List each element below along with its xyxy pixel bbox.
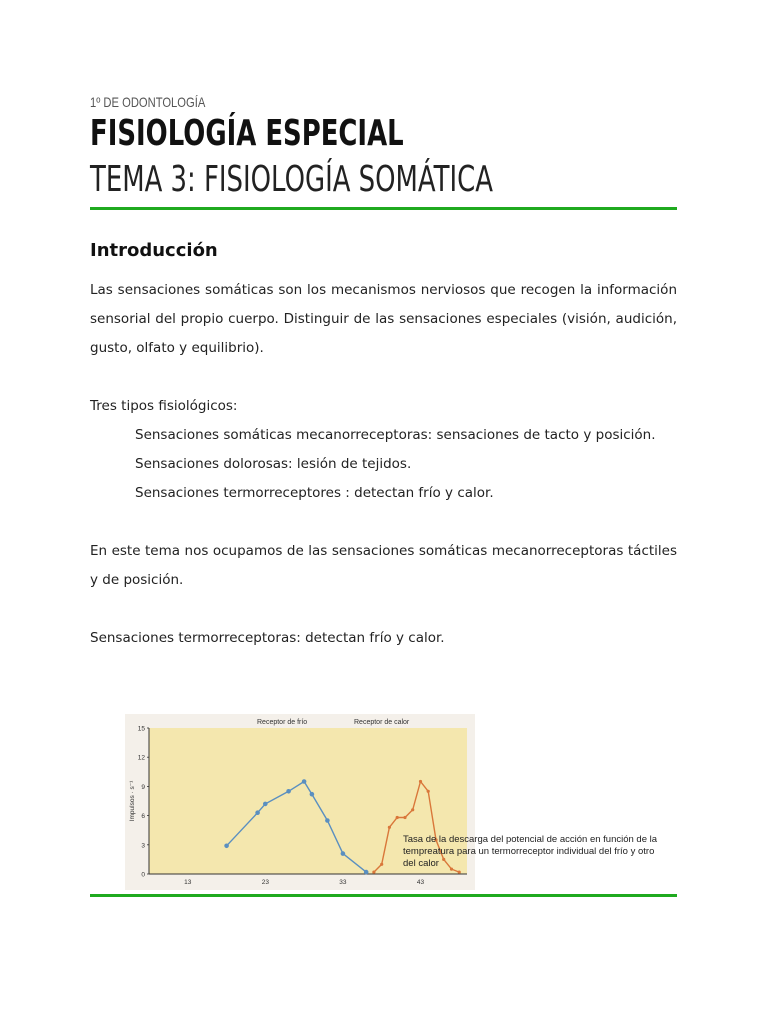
cold-receptor-point bbox=[286, 789, 291, 794]
warm-receptor-point bbox=[427, 790, 430, 793]
x-tick-label: 43 bbox=[416, 879, 425, 886]
type-item: Sensaciones termorreceptores : detectan frío y calor. bbox=[135, 485, 494, 501]
cold-receptor-point bbox=[255, 810, 260, 815]
footer-divider bbox=[90, 894, 677, 897]
cold-receptor-point bbox=[364, 870, 369, 875]
x-tick-label: 13 bbox=[184, 879, 192, 886]
section-body bbox=[90, 276, 677, 653]
topic-title: TEMA 3: FISIOLOGÍA SOMÁTICA bbox=[90, 159, 493, 200]
thermoreceptor-figure bbox=[90, 712, 677, 892]
cold-receptor-point bbox=[325, 818, 330, 823]
x-tick-label: 23 bbox=[261, 879, 269, 886]
y-tick-label: 0 bbox=[141, 871, 145, 879]
y-tick-label: 3 bbox=[141, 842, 145, 850]
intro-paragraph: Las sensaciones somáticas son los mecanismos nerviosos que recogen la información sensorial del propio cuerpo. Distinguir de las sensaciones especiales (visión, audición, gusto, olfato y equilibrio). bbox=[90, 282, 677, 356]
subject-title: FISIOLOGÍA ESPECIAL bbox=[90, 113, 404, 154]
section-heading: Introducción bbox=[90, 240, 218, 261]
warm-receptor-point bbox=[419, 780, 422, 783]
cold-receptor-point bbox=[310, 792, 315, 797]
y-tick-label: 12 bbox=[137, 754, 145, 762]
type-item: Sensaciones somáticas mecanorreceptoras: sensaciones de tacto y posición. bbox=[135, 427, 656, 443]
y-tick-label: 9 bbox=[141, 783, 145, 791]
warm-receptor-point bbox=[403, 816, 406, 819]
types-heading: Tres tipos fisiológicos: bbox=[90, 398, 238, 414]
cold-receptor-point bbox=[224, 844, 229, 849]
warm-receptor-point bbox=[372, 871, 375, 874]
legend-warm: Receptor de calor bbox=[354, 719, 410, 726]
cold-receptor-point bbox=[302, 779, 307, 784]
warm-receptor-point bbox=[380, 863, 383, 866]
y-axis-label: Impulsos · s⁻¹ bbox=[129, 780, 136, 822]
y-tick-label: 6 bbox=[141, 813, 145, 821]
warm-receptor-point bbox=[411, 808, 414, 811]
y-tick-label: 15 bbox=[137, 725, 145, 733]
x-tick-label: 33 bbox=[339, 879, 347, 886]
thermo-paragraph: Sensaciones termorreceptoras: detectan frío y calor. bbox=[90, 630, 445, 646]
course-label: 1º DE ODONTOLOGÍA bbox=[90, 94, 206, 110]
focus-paragraph: En este tema nos ocupamos de las sensaciones somáticas mecanorreceptoras táctiles y de posición. bbox=[90, 543, 677, 588]
figure-caption: Tasa de la descarga del potencial de acción en función de la tempreatura para un termorreceptor individual del frío y otro del calor bbox=[403, 834, 658, 869]
warm-receptor-point bbox=[396, 816, 399, 819]
legend-cold: Receptor de frío bbox=[257, 719, 308, 726]
warm-receptor-point bbox=[388, 826, 391, 829]
type-item: Sensaciones dolorosas: lesión de tejidos. bbox=[135, 456, 412, 472]
header-divider bbox=[90, 207, 677, 210]
warm-receptor-point bbox=[458, 871, 461, 874]
cold-receptor-point bbox=[263, 802, 268, 807]
cold-receptor-point bbox=[341, 851, 346, 856]
